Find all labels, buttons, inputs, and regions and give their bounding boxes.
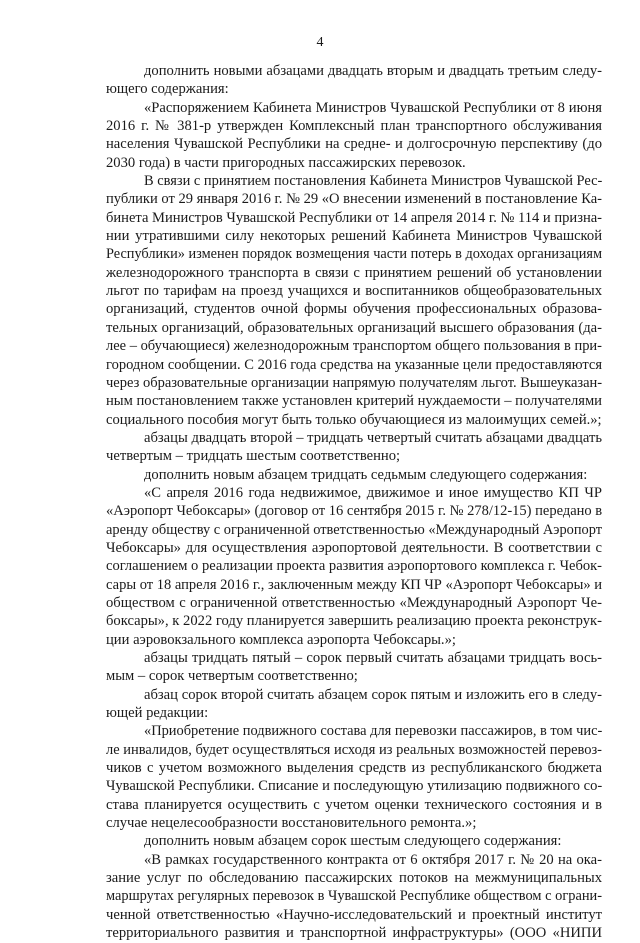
text-line: боксары», к 2022 году планируется завершить реализацию проекта реконструк- (106, 613, 602, 630)
text-line: случае нецелесообразности восстановительного ремонта.»; (106, 815, 477, 832)
text-line: бинета Министров Чувашской Республики от 14 апреля 2014 г. № 114 и призна- (106, 209, 603, 226)
text-line: четвертым – тридцать шестым соответственно; (106, 448, 401, 465)
text-line: «Распоряжением Кабинета Министров Чувашской Республики от 8 июня (144, 99, 602, 116)
text-line: обществом с ограниченной ответственностью «Международный Аэропорт Че- (106, 594, 602, 611)
text-line: В связи с принятием постановления Кабинета Министров Чувашской Рес- (144, 173, 603, 190)
text-line: Республики» изменен порядок возмещения части потерь в доходах организациям (106, 246, 602, 263)
text-line: чиков с учетом возможного выделения средств из республиканского бюджета (106, 760, 602, 777)
text-line: ции аэровокзального комплекса аэропорта Чебоксары.»; (106, 631, 456, 648)
text-line: 2016 г. № 381-р утвержден Комплексный план транспортного обслуживания (106, 118, 602, 135)
text-line: абзац сорок второй считать абзацем сорок пятым и изложить его в следу- (144, 686, 602, 703)
text-line: ющего содержания: (106, 81, 229, 98)
text-line: аренду обществу с ограниченной ответственностью «Международный Аэропорт (106, 521, 602, 538)
text-line: 2030 года) в части пригородных пассажирских перевозок. (106, 154, 466, 171)
text-line: става планируется осуществить с учетом оценки технического состояния и в (106, 796, 602, 813)
text-line: абзацы тридцать пятый – сорок первый считать абзацами тридцать вось- (144, 650, 602, 666)
text-line: Чувашской Республики. Списание и последующую утилизацию подвижного со- (106, 778, 603, 795)
text-line: социального пособия могут быть только обучающиеся из малоимущих семей.»; (106, 411, 602, 428)
text-line: «Аэропорт Чебоксары» (договор от 16 сентября 2015 г. № 278/12-15) передано в (106, 503, 603, 520)
text-line: ле инвалидов, будет осуществляться исходя из реальных возможностей перевоз- (106, 741, 602, 758)
text-line: «В рамках государственного контракта от 6 октября 2017 г. № 20 на ока- (144, 851, 602, 868)
text-line: ченной ответственностью «Научно-исследовательский и проектный институт (106, 906, 602, 923)
text-line: Чебоксары» для осуществления аэропортовой деятельности. В соответствии с (106, 539, 602, 556)
text-line: населения Чувашской Республики на средне- и долгосрочную перспективу (до (106, 136, 602, 153)
text-line: мым – сорок четвертым соответственно; (106, 668, 358, 685)
text-line: нии утратившими силу некоторых решений Кабинета Министров Чувашской (106, 228, 602, 245)
text-line: тельных организаций, образовательных организаций высшего образования (да- (106, 319, 602, 336)
text-line: публики от 29 января 2016 г. № 29 «О внесении изменений в постановление Ка- (106, 191, 602, 208)
text-line: абзацы двадцать второй – тридцать четвертый считать абзацами двадцать (144, 429, 602, 446)
text-line: железнодорожного транспорта в связи с принятием решений об установлении (106, 264, 602, 281)
text-line: зание услуг по обследованию пассажирских потоков на межмуниципальных (106, 870, 602, 887)
text-line: маршрутах регулярных перевозок в Чувашской Республике обществом с ограни- (106, 888, 602, 905)
text-line: лее – обучающиеся) железнодорожным транспортом общего пользования в при- (106, 338, 602, 355)
text-line: организаций, студентов очной формы обучения профессиональных образова- (106, 301, 602, 318)
text-line: ющей редакции: (106, 705, 209, 722)
text-line: дополнить новым абзацем тридцать седьмым следующего содержания: (144, 466, 588, 483)
text-line: дополнить новыми абзацами двадцать вторым и двадцать третьим следу- (144, 63, 602, 79)
text-line: территориального развития и транспортной инфраструктуры» (ООО «НИПИ (106, 925, 602, 942)
text-line: «С апреля 2016 года недвижимое, движимое и иное имущество КП ЧР (144, 484, 602, 501)
text-line: ным постановлением также установлен критерий нуждаемости – получателями (106, 393, 602, 410)
text-line: городном сообщении. С 2016 года средства на указанные цели предоставляются (106, 356, 602, 373)
text-line: льгот по тарифам на проезд учащихся и воспитанников общеобразовательных (106, 283, 602, 300)
page-number: 4 (316, 35, 324, 50)
text-line: соглашением о реализации проекта развития аэропортового комплекса г. Чебок- (106, 558, 602, 575)
document-body (106, 62, 602, 943)
text-line: через образовательные организации напрямую получателям льгот. Вышеуказан- (106, 374, 603, 391)
text-line: дополнить новым абзацем сорок шестым следующего содержания: (144, 833, 562, 850)
text-line: сары от 18 апреля 2016 г., заключенным между КП ЧР «Аэропорт Чебоксары» и (106, 576, 602, 593)
text-line: «Приобретение подвижного состава для перевозки пассажиров, в том чис- (144, 723, 603, 740)
